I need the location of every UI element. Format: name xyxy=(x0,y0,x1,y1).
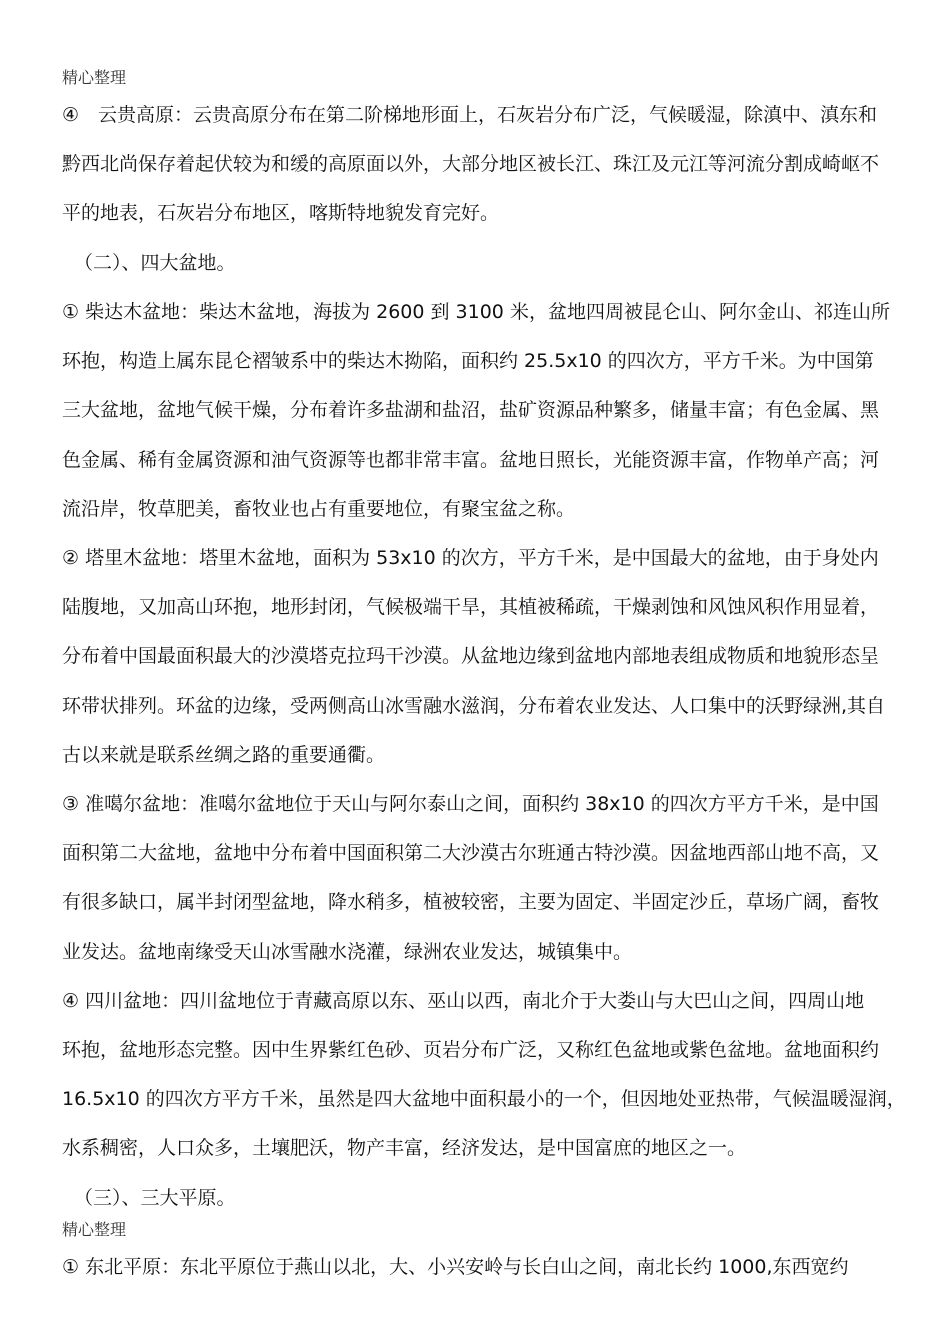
section-heading: （三）、三大平原。 xyxy=(74,1187,236,1209)
text-line: ① 柴达木盆地：柴达木盆地，海拔为 2600 到 3100 米，盆地四周被昆仑山、阿尔金山、祁连山所 xyxy=(62,301,890,323)
text-line: 色金属、稀有金属资源和油气资源等也都非常丰富。盆地日照长，光能资源丰富，作物单产高；河 xyxy=(62,449,880,471)
text-line: 业发达。盆地南缘受天山冰雪融水浇灌，绿洲农业发达，城镇集中。 xyxy=(62,941,633,963)
text-line: 环抱，构造上属东昆仑褶皱系中的柴达木拗陷，面积约 25.5x10 的四次方，平方千米。为中国第 xyxy=(62,350,874,372)
text-line: 面积第二大盆地，盆地中分布着中国面积第二大沙漠古尔班通古特沙漠。因盆地西部山地不高，又 xyxy=(62,842,880,864)
text-line: 环抱，盆地形态完整。因中生界紫红色砂、页岩分布广泛，又称红色盆地或紫色盆地。盆地面积约 xyxy=(62,1039,880,1061)
text-line: 黔西北尚保存着起伏较为和缓的高原面以外，大部分地区被长江、珠江及元江等河流分割成崎岖不 xyxy=(62,153,880,175)
text-line: ③ 准噶尔盆地：准噶尔盆地位于天山与阿尔泰山之间，面积约 38x10 的四次方平方千米，是中国 xyxy=(62,793,879,815)
section-heading: （二）、四大盆地。 xyxy=(74,252,236,274)
text-line: 平的地表，石灰岩分布地区，喀斯特地貌发育完好。 xyxy=(62,202,500,224)
text-line: 16.5x10 的四次方平方千米，虽然是四大盆地中面积最小的一个，但因地处亚热带，气候温暖湿润， xyxy=(62,1088,906,1110)
text-line: 三大盆地，盆地气候干燥，分布着许多盐湖和盐沼，盐矿资源品种繁多，储量丰富；有色金属、黑 xyxy=(62,399,880,421)
text-line: 古以来就是联系丝绸之路的重要通衢。 xyxy=(62,744,386,766)
page-header-bottom: 精心整理 xyxy=(62,1220,127,1239)
text-line: ② 塔里木盆地：塔里木盆地，面积为 53x10 的次方，平方千米，是中国最大的盆地，由于身处内 xyxy=(62,547,879,569)
text-line: 分布着中国最面积最大的沙漠塔克拉玛干沙漠。从盆地边缘到盆地内部地表组成物质和地貌形态呈 xyxy=(62,645,880,667)
text-line: 环带状排列。环盆的边缘，受两侧高山冰雪融水滋润，分布着农业发达、人口集中的沃野绿洲,其自 xyxy=(62,695,886,717)
text-line: 有很多缺口，属半封闭型盆地，降水稍多，植被较密，主要为固定、半固定沙丘，草场广阔，畜牧 xyxy=(62,891,880,913)
text-line: 水系稠密，人口众多，土壤肥沃，物产丰富，经济发达，是中国富庶的地区之一。 xyxy=(62,1137,747,1159)
text-line: ④ 云贵高原：云贵高原分布在第二阶梯地形面上，石灰岩分布广泛，气候暖湿，除滇中、滇东和 xyxy=(62,104,878,126)
text-line: ④ 四川盆地：四川盆地位于青藏高原以东、巫山以西，南北介于大娄山与大巴山之间，四周山地 xyxy=(62,990,865,1012)
text-line: 流沿岸，牧草肥美，畜牧业也占有重要地位，有聚宝盆之称。 xyxy=(62,498,576,520)
text-line: ① 东北平原：东北平原位于燕山以北，大、小兴安岭与长白山之间，南北长约 1000,东西宽约 xyxy=(62,1256,849,1278)
page-header-top: 精心整理 xyxy=(62,68,127,87)
text-line: 陆腹地，又加高山环抱，地形封闭，气候极端干旱，其植被稀疏，干燥剥蚀和风蚀风积作用显着， xyxy=(62,596,880,618)
